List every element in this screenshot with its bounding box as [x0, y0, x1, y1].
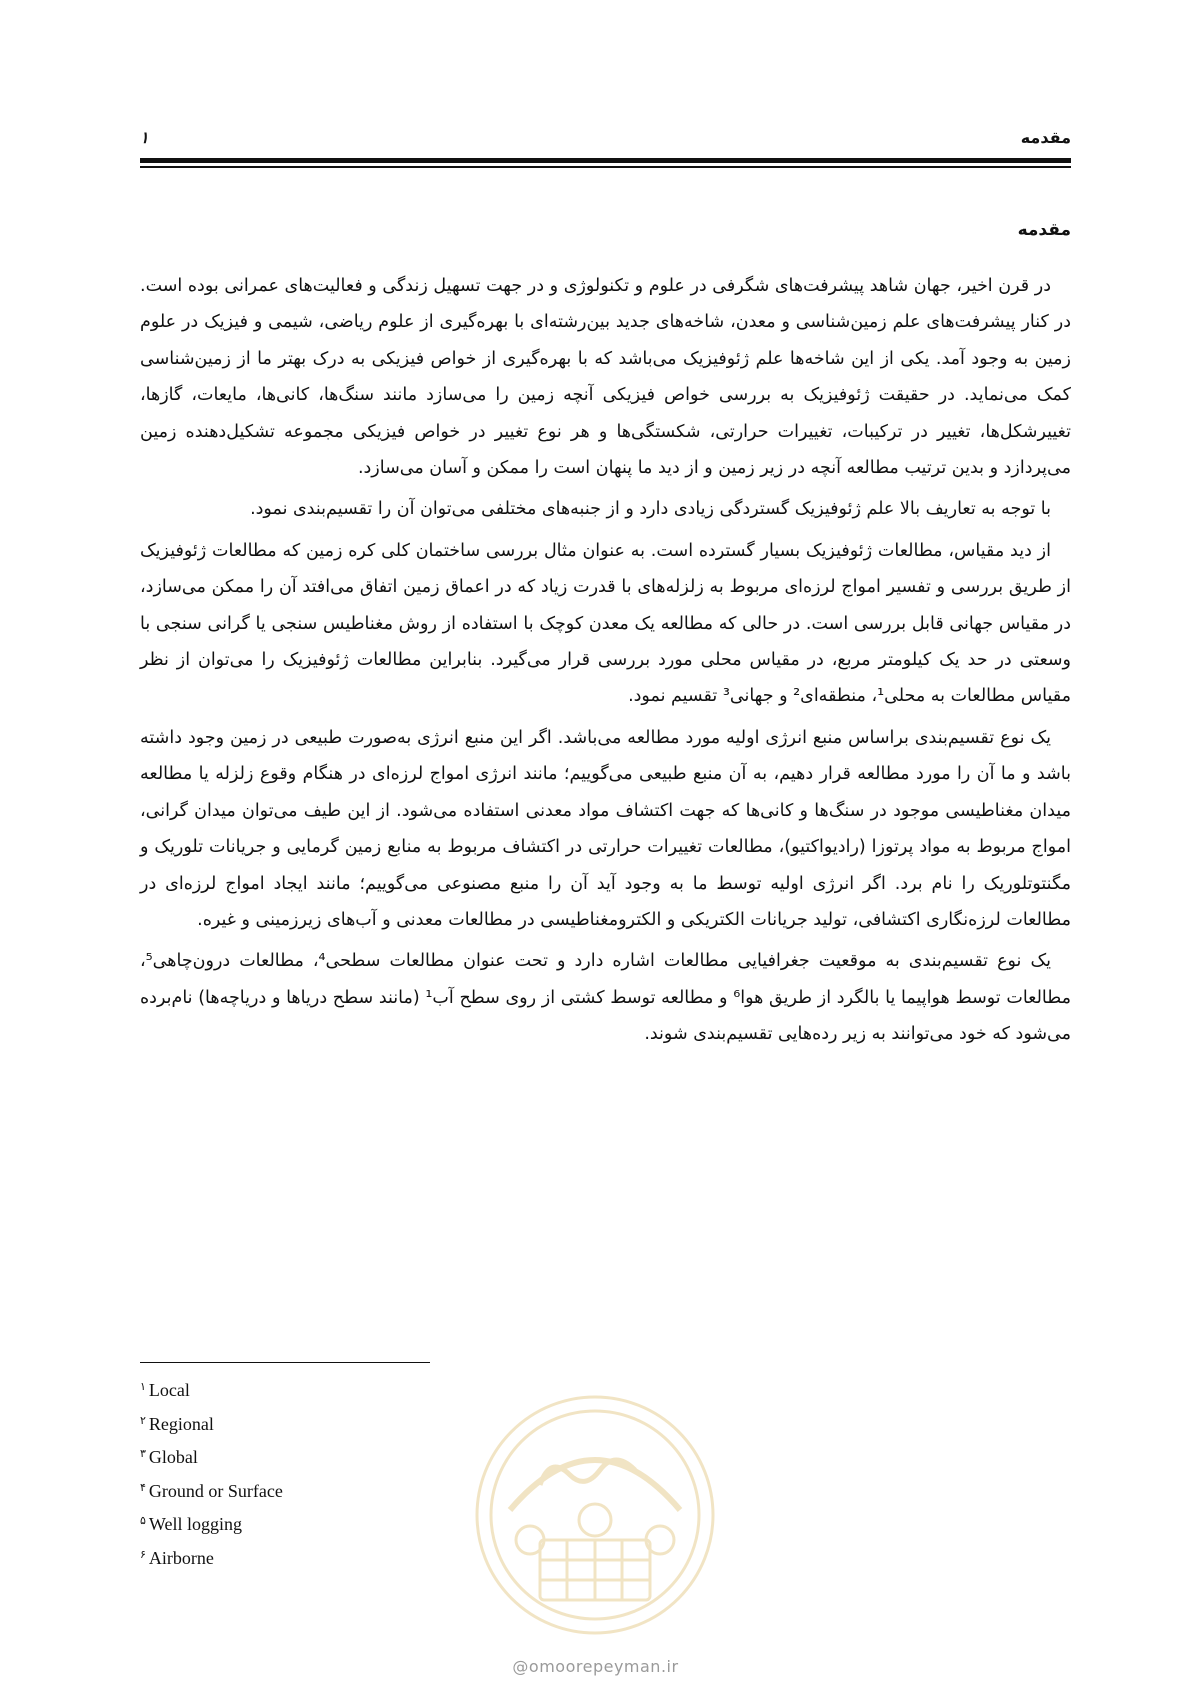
footnote	[140, 1473, 283, 1507]
paragraph: در قرن اخیر، جهان شاهد پیشرفت‌های شگرفی در علوم و تکنولوژی و در جهت تسهیل زندگی و فعالیت‌های عمرانی بوده است. در کنار پیشرفت‌های علم زمین‌شناسی و معدن، شاخه‌های جدید بین‌رشته‌ای با بهره‌گیری از علوم ریاضی، شیمی و فیزیک در علوم زمین به وجود آمد. یکی از این شاخه‌ها علم ژئوفیزیک می‌باشد که با بهره‌گیری از خواص فیزیکی به درک بهتر ما از زمین‌شناسی کمک می‌نماید. در حقیقت ژئوفیزیک به بررسی خواص فیزیکی آنچه زمین را می‌سازد مانند سنگ‌ها، کانی‌ها، مایعات، گازها، تغییرشکل‌ها، تغییر در ترکیبات، تغییرات حرارتی، شکستگی‌ها و هر نوع تغییر در خواص فیزیکی مجموعه تشکیل‌دهنده زمین می‌پردازد و بدین ترتیب مطالعه آنچه در زیر زمین و از دید ما پنهان است را ممکن و آسان می‌سازد.	[140, 276, 1071, 479]
footnote-marker: ۳	[140, 1448, 146, 1460]
running-header-title: مقدمه	[1020, 128, 1071, 147]
footnote	[140, 1439, 283, 1473]
footnote-text: Airborne	[148, 1547, 214, 1568]
page-number: ۱	[140, 128, 149, 147]
paragraph: یک نوع تقسیم‌بندی به موقعیت جغرافیایی مطالعات اشاره دارد و تحت عنوان مطالعات سطحی⁴، مطالعات درون‌چاهی⁵، مطالعات توسط هواپیما یا بالگرد از طریق هوا⁶ و مطالعه توسط کشتی از روی سطح آب¹ (مانند سطح دریاها و دریاچه‌ها) نام‌برده می‌شود که خود می‌توانند به زیر رده‌هایی تقسیم‌بندی شوند.	[140, 951, 1071, 1045]
footnote	[140, 1540, 283, 1574]
footnote-text: Ground or Surface	[148, 1480, 283, 1501]
running-header	[140, 128, 1071, 154]
footnote-text: Local	[148, 1380, 190, 1400]
paragraph: از دید مقیاس، مطالعات ژئوفیزیک بسیار گسترده است. به عنوان مثال بررسی ساختمان کلی کره زمین که مطالعات ژئوفیزیک از طریق بررسی و تفسیر امواج لرزه‌ای مربوط به زلزله‌های با قدرت زیاد که در اعماق زمین اتفاق می‌افتد آن را ممکن می‌سازد، در مقیاس جهانی قابل بررسی است. در حالی که مطالعه یک معدن کوچک با استفاده از روش مغناطیس سنجی یا گرانی سنجی با وسعتی در حد یک کیلومتر مربع، در مقیاس محلی مورد بررسی قرار می‌گیرد. بنابراین مطالعات ژئوفیزیک را می‌توان از نظر مقیاس مطالعات به محلی¹، منطقه‌ای² و جهانی³ تقسیم نمود.	[140, 540, 1071, 707]
footnote-marker: ۴	[140, 1481, 146, 1494]
paragraph: یک نوع تقسیم‌بندی براساس منبع انرژی اولیه مورد مطالعه می‌باشد. اگر این منبع انرژی به‌صورت طبیعی در زمین وجود داشته باشد و ما آن را مورد مطالعه قرار دهیم، به آن منبع طبیعی می‌گوییم؛ مانند انرژی امواج لرزه‌ای در هنگام وقوع زلزله یا مطالعه میدان مغناطیسی موجود در سنگ‌ها و کانی‌ها که جهت اکتشاف مواد معدنی استفاده می‌شود. از این طیف می‌توان میدان گرانی، امواج مربوط به مواد پرتوزا (رادیواکتیو)، مطالعات تغییرات حرارتی در اکتشاف مربوط به منابع زمین گرمایی و جریانات تلوریک و مگنتوتلوریک را نام برد. اگر انرژی اولیه توسط ما به وجود آید آن را منبع مصنوعی می‌گوییم؛ مانند ایجاد امواج لرزه‌ای در مطالعات لرزه‌نگاری اکتشافی، تولید جریانات الکتریکی و الکترومغناطیسی در مطالعات معدنی و آب‌های زیرزمینی و غیره.	[140, 727, 1071, 930]
footnote-text: Well logging	[148, 1514, 242, 1534]
footnote-marker: ۶	[140, 1548, 146, 1561]
footnote-marker: ۵	[140, 1515, 146, 1527]
paragraph: با توجه به تعاریف بالا علم ژئوفیزیک گستردگی زیادی دارد و از جنبه‌های مختلفی می‌توان آن را تقسیم‌بندی نمود.	[250, 499, 1051, 520]
header-rule-thin	[140, 166, 1071, 168]
footnote-text: Regional	[148, 1413, 214, 1434]
footnote	[140, 1506, 283, 1540]
footnotes	[140, 1372, 283, 1573]
footnote	[140, 1372, 283, 1406]
footnote	[140, 1406, 283, 1440]
watermark-url: @omoorepeyman.ir	[512, 1657, 679, 1676]
header-rule-thick	[140, 158, 1071, 163]
footnote-text: Global	[148, 1447, 198, 1467]
footnote-marker: ۲	[140, 1414, 146, 1427]
section-heading: مقدمه	[1017, 220, 1071, 240]
omoorepeyman-seal-icon	[470, 1390, 720, 1640]
footnote-separator	[140, 1362, 430, 1363]
body-text	[140, 268, 1071, 1058]
footnote-marker: ۱	[140, 1381, 146, 1393]
